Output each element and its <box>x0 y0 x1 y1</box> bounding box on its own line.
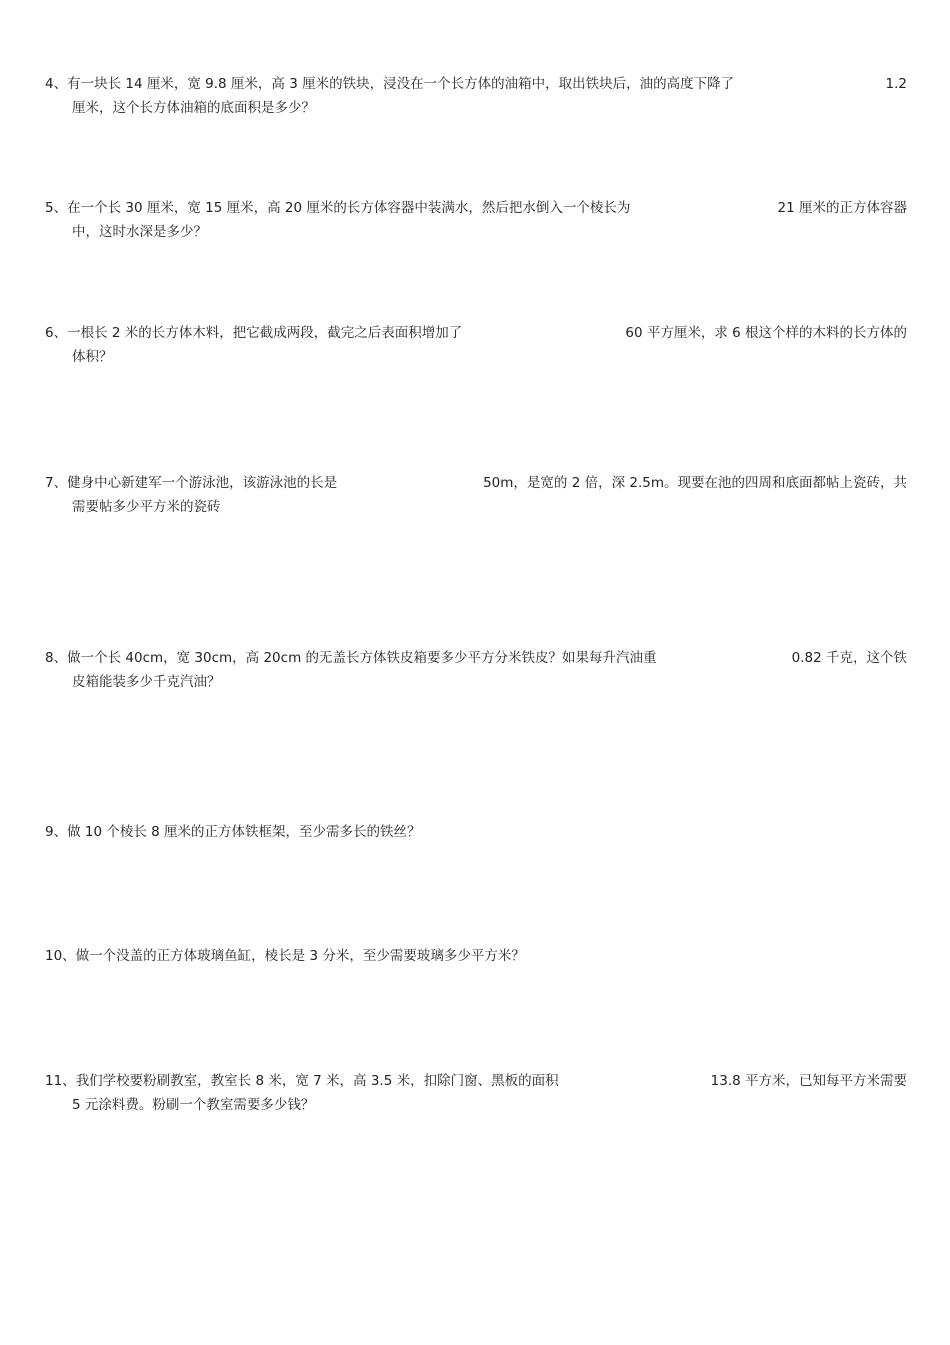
problem-5-line1 <box>45 196 907 220</box>
problem-text: 做一个长 40cm，宽 30cm，高 20cm 的无盖长方体铁皮箱要多少平方分米铁皮？如果每升汽油重 <box>67 650 657 666</box>
problem-number: 7、 <box>45 475 68 491</box>
problem-text-tail: 13.8 平方米，已知每平方米需要 <box>710 1073 907 1089</box>
problem-8 <box>45 646 907 694</box>
problem-7 <box>45 471 907 519</box>
problem-number: 9、 <box>45 824 68 840</box>
problem-text: 做一个没盖的正方体玻璃鱼缸，棱长是 3 分米，至少需要玻璃多少平方米？ <box>75 948 525 964</box>
problem-text: 在一个长 30 厘米，宽 15 厘米，高 20 厘米的长方体容器中装满水，然后把水倒入一个棱长为 <box>67 200 631 216</box>
problem-text-continuation: 厘米，这个长方体油箱的底面积是多少？ <box>72 100 315 116</box>
problem-7-line1 <box>45 471 907 495</box>
problem-11 <box>45 1069 907 1117</box>
problem-4 <box>45 72 907 120</box>
problem-text: 做 10 个棱长 8 厘米的正方体铁框架，至少需多长的铁丝？ <box>67 824 421 840</box>
problem-6 <box>45 321 907 369</box>
problem-9 <box>45 820 907 844</box>
problem-8-line1 <box>45 646 907 670</box>
problem-number: 6、 <box>45 325 68 341</box>
problem-number: 5、 <box>45 200 68 216</box>
problem-5 <box>45 196 907 244</box>
problem-11-line1 <box>45 1069 907 1093</box>
problem-text-continuation: 需要帖多少平方米的瓷砖 <box>72 499 221 515</box>
problem-4-line1 <box>45 72 907 96</box>
problem-text: 有一块长 14 厘米，宽 9.8 厘米，高 3 厘米的铁块，浸没在一个长方体的油箱中，取出铁块后，油的高度下降了 <box>67 76 735 92</box>
problem-text-continuation: 皮箱能装多少千克汽油？ <box>72 674 221 690</box>
problem-text-tail: 21 厘米的正方体容器 <box>777 200 907 216</box>
problem-text-continuation: 5 元涂料费。粉刷一个教室需要多少钱？ <box>72 1097 315 1113</box>
problem-text-tail: 0.82 千克，这个铁 <box>791 650 907 666</box>
problem-6-line1 <box>45 321 907 345</box>
problem-text: 我们学校要粉刷教室，教室长 8 米，宽 7 米，高 3.5 米，扣除门窗、黑板的面积 <box>75 1073 559 1089</box>
problem-text-tail: 50m，是宽的 2 倍，深 2.5m。现要在池的四周和底面都帖上瓷砖，共 <box>483 475 907 491</box>
problem-text-tail: 60 平方厘米，求 6 根这个样的木料的长方体的 <box>625 325 907 341</box>
problem-number: 4、 <box>45 76 68 92</box>
problem-text-tail: 1.2 <box>885 76 907 92</box>
problem-text: 健身中心新建军一个游泳池，该游泳池的长是 <box>67 475 338 491</box>
problem-10 <box>45 944 907 968</box>
problem-number: 11、 <box>45 1073 76 1089</box>
problem-text-continuation: 中，这时水深是多少？ <box>72 224 207 240</box>
problem-text-continuation: 体积？ <box>72 349 113 365</box>
problem-number: 8、 <box>45 650 68 666</box>
problem-text: 一根长 2 米的长方体木料，把它截成两段，截完之后表面积增加了 <box>67 325 463 341</box>
problem-number: 10、 <box>45 948 76 964</box>
